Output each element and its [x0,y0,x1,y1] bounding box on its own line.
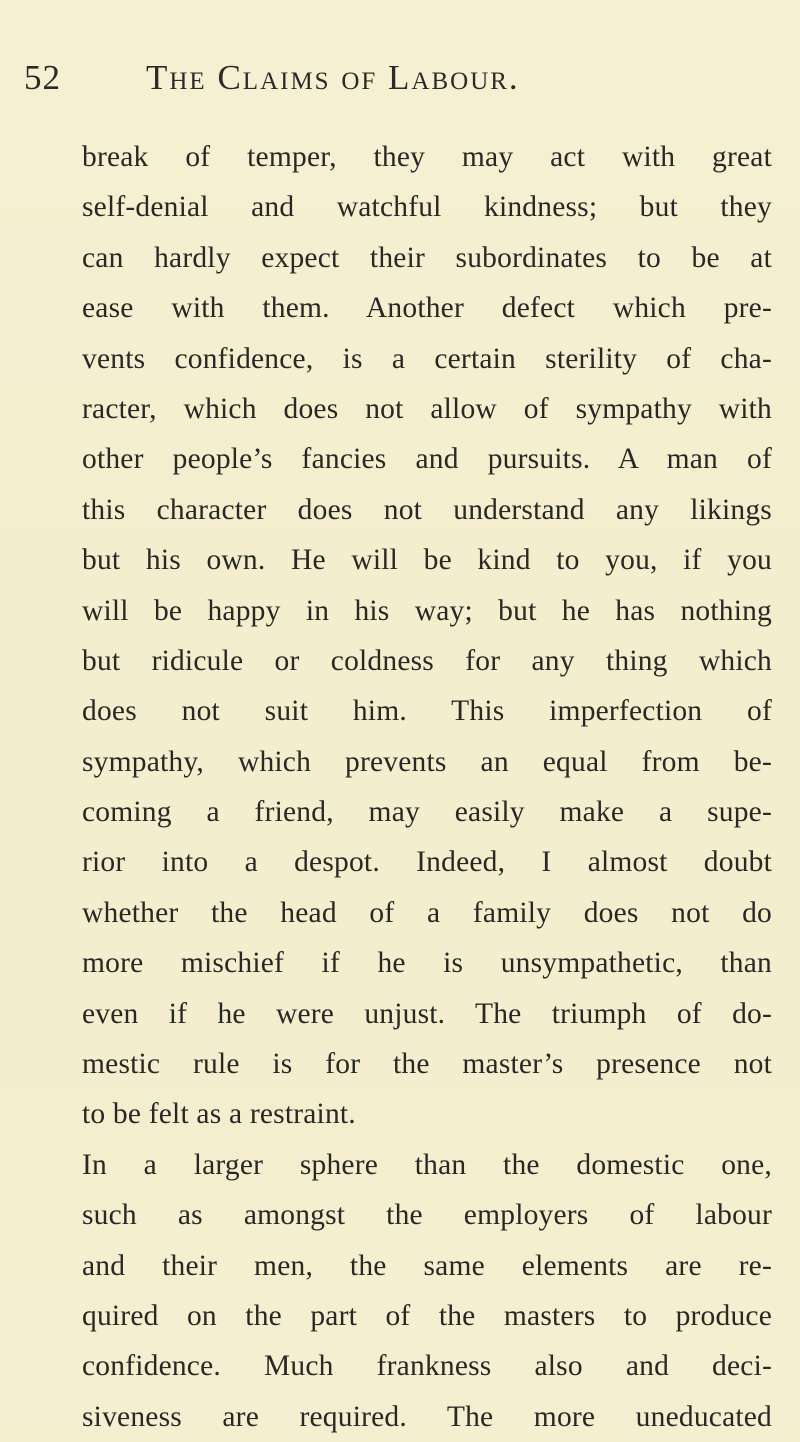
body-text [82,132,772,1442]
page-header [24,58,780,108]
text-line: even if he were unjust. The triumph of do- [82,997,772,1030]
text-line: quired on the part of the masters to produce [82,1299,772,1332]
text-line: siveness are required. The more uneducated [82,1400,772,1433]
text-line: racter, which does not allow of sympathy with [82,392,772,425]
text-line: other people’s fancies and pursuits. A man of [82,443,772,476]
running-title: The Claims of Labour. [146,58,520,97]
text-line: vents confidence, is a certain sterility of cha- [82,342,772,375]
text-line: such as amongst the employers of labour [82,1199,772,1232]
text-line: and their men, the same elements are re- [82,1249,772,1282]
page-number: 52 [24,58,61,97]
text-line: does not suit him. This imperfection of [82,695,772,728]
text-line: rior into a despot. Indeed, I almost doubt [82,846,772,879]
text-line: coming a friend, may easily make a supe- [82,796,772,829]
paragraph-end-line: to be felt as a restraint. [82,1098,356,1131]
text-line: self-denial and watchful kindness; but they [82,191,772,224]
text-line: but ridicule or coldness for any thing which [82,644,772,677]
paragraph-start-line: In a larger sphere than the domestic one, [82,1148,772,1181]
text-line: whether the head of a family does not do [82,896,772,929]
text-line: ease with them. Another defect which pre- [82,292,772,325]
text-line: sympathy, which prevents an equal from be- [82,745,772,778]
text-line: but his own. He will be kind to you, if you [82,544,772,577]
text-line: can hardly expect their subordinates to be at [82,241,772,274]
text-line: mestic rule is for the master’s presence not [82,1048,772,1081]
text-line: more mischief if he is unsympathetic, than [82,947,772,980]
text-line: will be happy in his way; but he has nothing [82,594,772,627]
text-line: confidence. Much frankness also and deci- [82,1350,772,1383]
text-line: this character does not understand any likings [82,493,772,526]
text-line: break of temper, they may act with great [82,141,772,173]
